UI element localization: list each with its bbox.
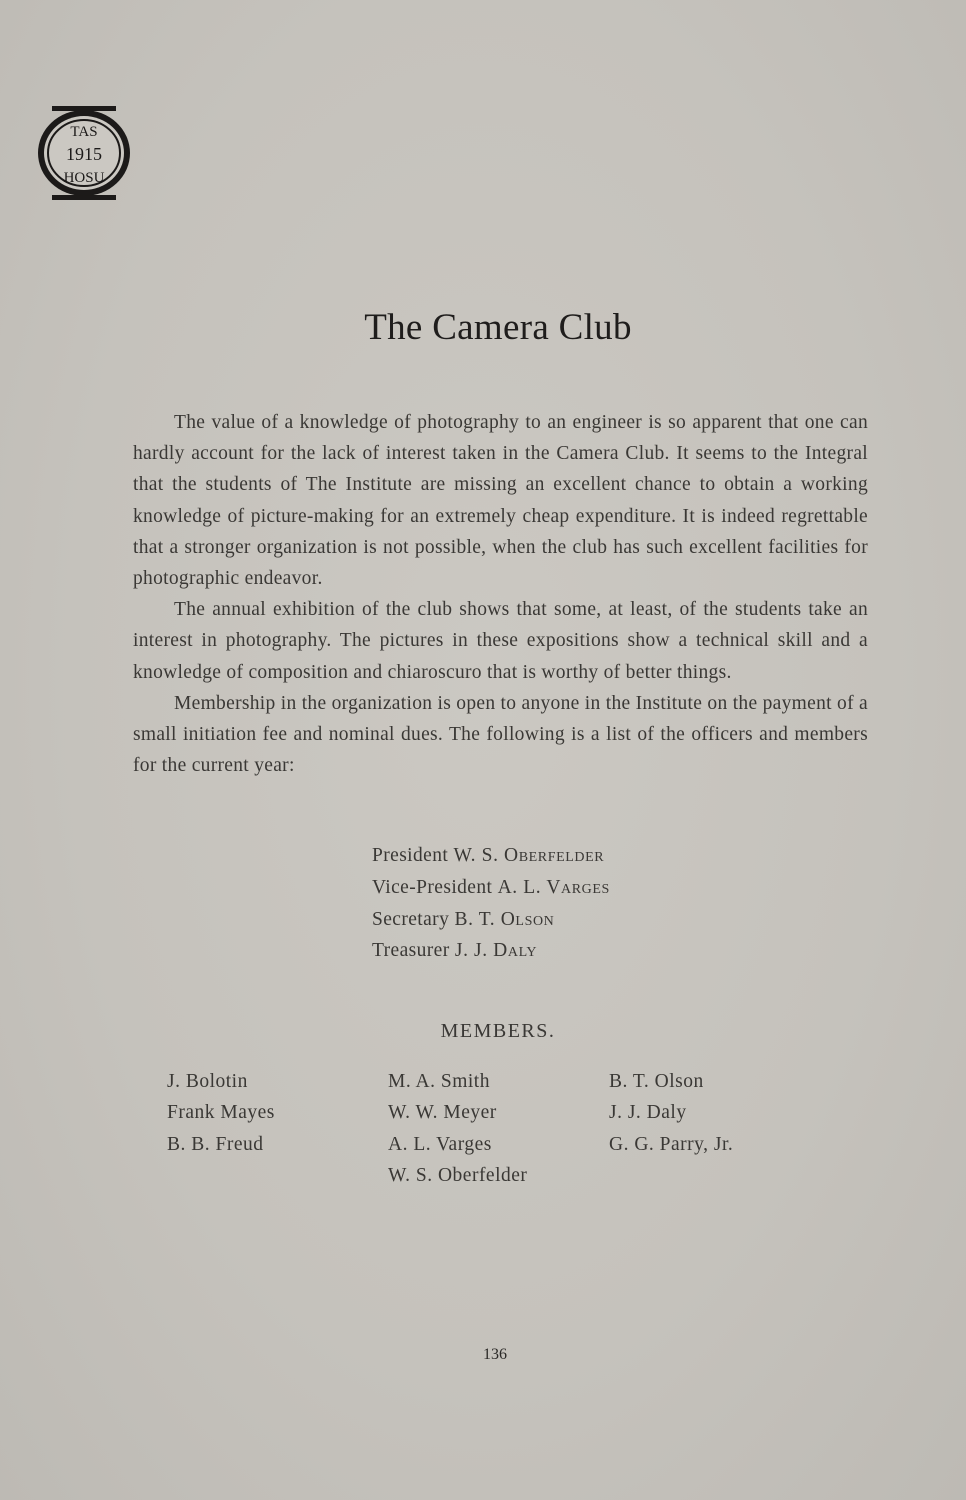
member-name: W. S. Oberfelder xyxy=(388,1165,528,1187)
paragraph: The value of a knowledge of photography to an engineer is so apparent that one can hardly account for the lack of interest taken in the Camera Club. It seems to the Integral that the students of The Institute are missing an excellent chance to obtain a working knowledge of picture-making for an extremely cheap expenditure. It is indeed regrettable that a stronger organization is not possible, when the club has such excellent facilities for photographic endeavor. xyxy=(133,412,868,590)
page-number: 136 xyxy=(483,1346,507,1363)
members-heading: MEMBERS. xyxy=(440,1020,556,1042)
officer-row xyxy=(372,840,610,872)
members-column xyxy=(609,1066,733,1160)
officer-role: Secretary xyxy=(372,908,450,930)
member-name: W. W. Meyer xyxy=(388,1102,497,1124)
svg-text:HOSU: HOSU xyxy=(63,170,105,186)
member-name: B. B. Freud xyxy=(167,1133,264,1155)
officer-row xyxy=(372,904,610,936)
page-title: The Camera Club xyxy=(364,307,632,348)
member-name: J. J. Daly xyxy=(609,1102,687,1124)
members-list xyxy=(0,1066,966,1196)
member-name: G. G. Parry, Jr. xyxy=(609,1133,734,1155)
member-name: M. A. Smith xyxy=(388,1071,490,1092)
svg-text:1915: 1915 xyxy=(66,144,102,164)
officer-name: J. J. Daly xyxy=(454,940,538,962)
paragraph: The annual exhibition of the club shows that some, at least, of the students take an interest in photography. The pictures in these expositions show a technical skill and a knowledge of composition and chiaroscuro that is worthy of better things. xyxy=(133,599,868,683)
monogram-seal-icon xyxy=(36,106,132,200)
member-name: B. T. Olson xyxy=(609,1071,704,1092)
officer-name: W. S. Oberfelder xyxy=(453,845,605,866)
officer-role: President xyxy=(372,845,449,866)
officer-row xyxy=(372,935,610,967)
member-name: Frank Mayes xyxy=(167,1102,275,1124)
officer-role: Treasurer xyxy=(372,940,450,962)
officer-role: Vice-President xyxy=(372,876,493,898)
member-name: A. L. Varges xyxy=(388,1133,492,1155)
officers-list xyxy=(372,840,610,967)
member-name: J. Bolotin xyxy=(167,1071,248,1092)
body-text xyxy=(133,407,868,781)
paragraph: Membership in the organization is open to anyone in the Institute on the payment of a small initiation fee and nominal dues. The following is a list of the officers and members for the current year: xyxy=(133,692,868,777)
members-column xyxy=(388,1066,527,1192)
officer-row xyxy=(372,872,610,904)
members-column xyxy=(167,1066,275,1160)
officer-name: B. T. Olson xyxy=(454,908,555,930)
svg-text:TAS: TAS xyxy=(70,124,98,140)
officer-name: A. L. Varges xyxy=(497,876,610,898)
